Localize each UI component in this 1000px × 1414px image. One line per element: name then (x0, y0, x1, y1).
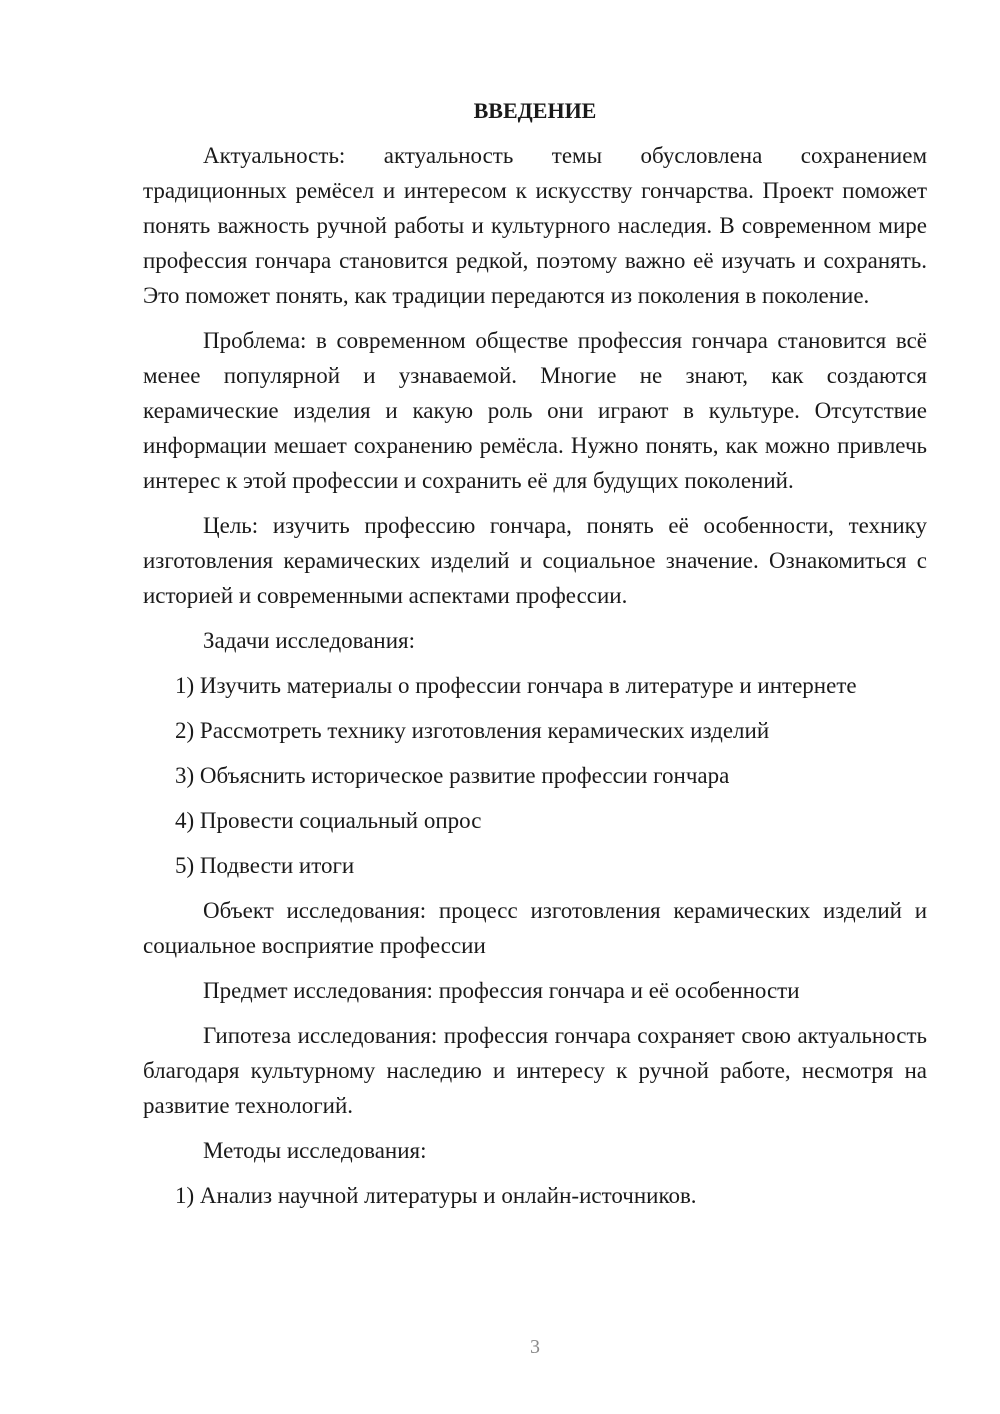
method-item-1: 1) Анализ научной литературы и онлайн-источников. (175, 1183, 697, 1208)
goal-paragraph: Цель: изучить профессию гончара, понять её особенности, технику изготовления керамических изделий и социальное значение. Ознакомиться с историей и современными аспектами профессии. (143, 513, 927, 608)
page-number: 3 (530, 1336, 540, 1358)
task-item-3: 3) Объяснить историческое развитие профессии гончара (175, 763, 730, 788)
methods-list (143, 1178, 927, 1213)
task-item-1: 1) Изучить материалы о профессии гончара в литературе и интернете (175, 673, 857, 698)
task-item-2: 2) Рассмотреть технику изготовления керамических изделий (175, 718, 770, 743)
problem-paragraph: Проблема: в современном обществе профессия гончара становится всё менее популярной и узнаваемой. Многие не знают, как создаются керамические изделия и какую роль они играют в культуре. Отсутствие информации мешает сохранению ремёсла. Нужно понять, как можно привлечь интерес к этой профессии и сохранить её для будущих поколений. (143, 328, 927, 493)
tasks-list (143, 668, 927, 883)
tasks-title: Задачи исследования: (203, 628, 416, 653)
section-heading: ВВЕДЕНИЕ (473, 98, 597, 123)
methods-title: Методы исследования: (203, 1138, 427, 1163)
relevance-paragraph: Актуальность: актуальность темы обусловлена сохранением традиционных ремёсел и интересом к искусству гончарства. Проект поможет понять важность ручной работы и культурного наследия. В современном мире профессия гончара становится редкой, поэтому важно её изучать и сохранять. Это поможет понять, как традиции передаются из поколения в поколение. (143, 143, 927, 308)
hypothesis-paragraph: Гипотеза исследования: профессия гончара сохраняет свою актуальность благодаря культурному наследию и интересу к ручной работе, несмотря на развитие технологий. (143, 1023, 927, 1118)
subject-paragraph: Предмет исследования: профессия гончара и её особенности (203, 978, 800, 1003)
object-paragraph: Объект исследования: процесс изготовления керамических изделий и социальное восприятие профессии (143, 898, 927, 958)
task-item-5: 5) Подвести итоги (175, 853, 355, 878)
document-page (143, 96, 927, 1223)
task-item-4: 4) Провести социальный опрос (175, 808, 482, 833)
